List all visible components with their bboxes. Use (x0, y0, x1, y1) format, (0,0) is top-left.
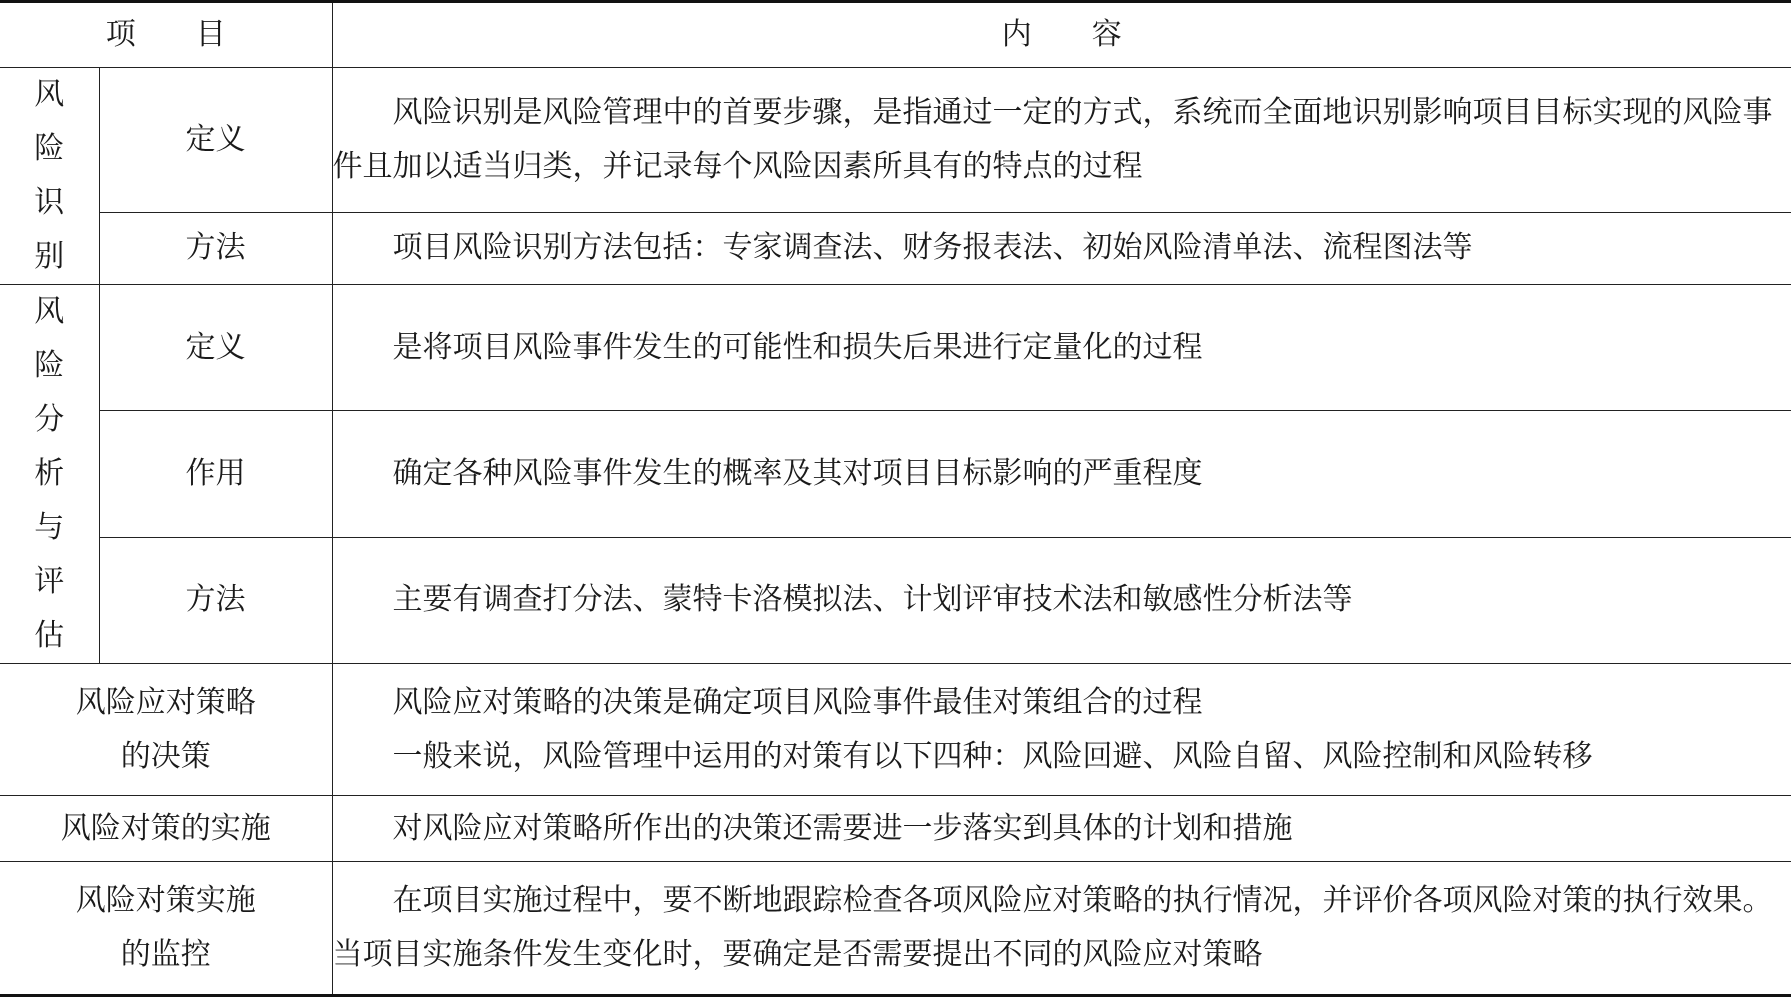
row-label: 风险对策的实施 (0, 796, 332, 862)
table-row (0, 537, 1791, 663)
group-char: 风 (0, 285, 99, 339)
row-content: 是将项目风险事件发生的可能性和损失后果进行定量化的过程 (332, 285, 1791, 411)
group-risk-identification (0, 68, 99, 285)
row-content-line: 一般来说，风险管理中运用的对策有以下四种：风险回避、风险自留、风险控制和风险转移 (333, 730, 1791, 784)
row-label (0, 862, 332, 996)
group-char: 评 (0, 555, 99, 609)
group-char: 与 (0, 501, 99, 555)
row-label-line: 的监控 (0, 928, 332, 982)
table-row (0, 285, 1791, 411)
row-label-line: 的决策 (0, 730, 332, 784)
table-row (0, 411, 1791, 537)
table-header-row (0, 2, 1791, 68)
group-char: 别 (0, 230, 99, 284)
group-char: 风 (0, 68, 99, 122)
row-label: 定义 (99, 285, 332, 411)
row-content: 风险识别是风险管理中的首要步骤，是指通过一定的方式，系统而全面地识别影响项目目标实现的风险事件且加以适当归类，并记录每个风险因素所具有的特点的过程 (332, 68, 1791, 213)
table-row (0, 664, 1791, 796)
row-label: 定义 (99, 68, 332, 213)
group-char: 识 (0, 176, 99, 230)
group-char: 分 (0, 393, 99, 447)
group-char: 估 (0, 609, 99, 663)
row-label-line: 风险应对策略 (0, 676, 332, 730)
row-content: 项目风险识别方法包括：专家调查法、财务报表法、初始风险清单法、流程图法等 (332, 212, 1791, 284)
row-content: 主要有调查打分法、蒙特卡洛模拟法、计划评审技术法和敏感性分析法等 (332, 537, 1791, 663)
table-row (0, 862, 1791, 996)
row-label-line: 风险对策实施 (0, 874, 332, 928)
row-label: 方法 (99, 212, 332, 284)
header-item: 项 目 (0, 2, 332, 68)
row-content (332, 664, 1791, 796)
row-label: 方法 (99, 537, 332, 663)
group-char: 险 (0, 339, 99, 393)
row-content-line: 风险应对策略的决策是确定项目风险事件最佳对策组合的过程 (333, 676, 1791, 730)
row-content: 在项目实施过程中，要不断地跟踪检查各项风险应对策略的执行情况，并评价各项风险对策的执行效果。当项目实施条件发生变化时，要确定是否需要提出不同的风险应对策略 (332, 862, 1791, 996)
header-content: 内 容 (332, 2, 1791, 68)
group-char: 险 (0, 122, 99, 176)
group-char: 析 (0, 447, 99, 501)
row-content: 对风险应对策略所作出的决策还需要进一步落实到具体的计划和措施 (332, 796, 1791, 862)
table-row (0, 212, 1791, 284)
table-row (0, 796, 1791, 862)
row-content: 确定各种风险事件发生的概率及其对项目目标影响的严重程度 (332, 411, 1791, 537)
table-row (0, 68, 1791, 213)
row-label: 作用 (99, 411, 332, 537)
row-label (0, 664, 332, 796)
group-risk-analysis (0, 285, 99, 664)
